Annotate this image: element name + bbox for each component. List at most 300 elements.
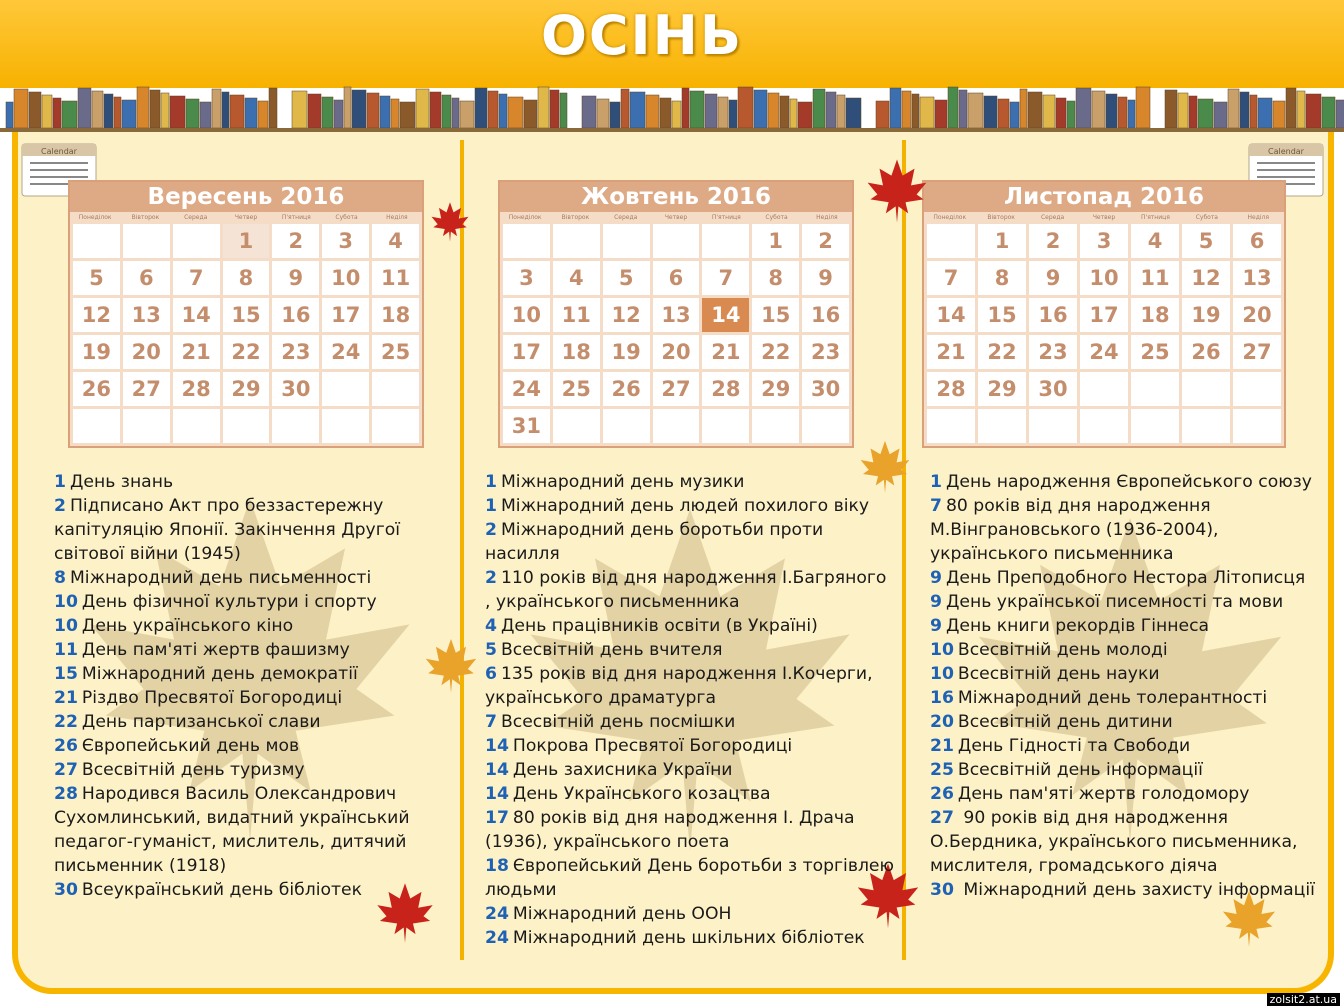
empty-day-cell <box>1131 409 1179 443</box>
bookshelf-decoration <box>0 84 1344 134</box>
event-item <box>930 806 1330 878</box>
event-text: Всеукраїнський день бібліотек <box>81 880 363 900</box>
book-spine <box>308 94 321 128</box>
event-day: 16 <box>930 688 954 708</box>
day-cell: 13 <box>123 298 170 332</box>
book-spine <box>1043 95 1055 128</box>
day-cell: 25 <box>1131 335 1179 369</box>
calendar-icon-label: Calendar <box>41 147 77 156</box>
event-item <box>485 710 895 734</box>
book-spine <box>837 95 845 128</box>
book-spine <box>1092 91 1105 128</box>
weekday-row <box>500 212 852 224</box>
event-text: День українського кіно <box>81 616 294 636</box>
empty-day-cell <box>702 409 749 443</box>
event-day: 26 <box>54 736 78 756</box>
weekday-label: Четвер <box>234 214 258 221</box>
book-spine <box>846 98 861 128</box>
book-spine <box>790 99 797 128</box>
event-text: Європейський День боротьби з торгівлею людьми <box>485 856 894 900</box>
book-spine <box>391 99 399 128</box>
book-spine <box>1165 90 1177 128</box>
event-day: 4 <box>485 616 497 636</box>
weekday-label: Субота <box>1195 214 1218 221</box>
book-spine <box>292 91 307 128</box>
event-text: День пам'яті жертв голодомору <box>957 784 1250 804</box>
day-cell: 1 <box>223 224 270 258</box>
event-day: 26 <box>930 784 954 804</box>
book-spine <box>269 88 277 128</box>
book-spine <box>42 95 52 128</box>
event-item <box>54 470 444 494</box>
day-cell: 7 <box>173 261 220 295</box>
event-text: Всесвітній день туризму <box>81 760 305 780</box>
event-text: Міжнародний день захисту інформації <box>957 880 1315 900</box>
book-spine <box>29 92 41 128</box>
event-item <box>930 662 1330 686</box>
weekday-label: Четвер <box>664 214 688 221</box>
day-cell: 22 <box>752 335 799 369</box>
event-item <box>930 638 1330 662</box>
day-cell: 25 <box>553 372 600 406</box>
book-spine <box>646 95 659 128</box>
event-day: 18 <box>485 856 509 876</box>
book-spine <box>114 97 121 128</box>
book-spine <box>582 96 596 128</box>
day-cell: 20 <box>653 335 700 369</box>
day-cell: 24 <box>322 335 369 369</box>
day-cell: 4 <box>553 261 600 295</box>
event-text: Всесвітній день посмішки <box>500 712 736 732</box>
book-spine <box>170 96 185 128</box>
day-cell: 19 <box>603 335 650 369</box>
empty-day-cell <box>503 224 550 258</box>
day-cell: 23 <box>1029 335 1077 369</box>
event-text: День працівників освіти (в Україні) <box>500 616 818 636</box>
day-cell: 31 <box>503 409 550 443</box>
empty-day-cell <box>223 409 270 443</box>
book-spine <box>452 98 459 128</box>
event-day: 6 <box>485 664 497 684</box>
day-cell: 15 <box>752 298 799 332</box>
book-spine <box>1189 96 1197 128</box>
empty-day-cell <box>802 409 849 443</box>
event-item <box>930 614 1330 638</box>
book-spine <box>104 94 113 128</box>
day-cell: 14 <box>927 298 975 332</box>
book-spine <box>798 102 812 128</box>
book-spine <box>660 98 671 128</box>
weekday-label: Середа <box>614 214 638 221</box>
event-text: Всесвітній день науки <box>957 664 1160 684</box>
book-spine <box>912 94 919 128</box>
day-cell: 26 <box>603 372 650 406</box>
book-spine <box>416 89 429 128</box>
event-day: 10 <box>930 640 954 660</box>
event-day: 9 <box>930 592 942 612</box>
book-spine <box>890 88 901 128</box>
event-text: 80 років від дня народження М.Вінграновського (1936-2004), українського письменника <box>930 496 1219 564</box>
day-cell: 20 <box>1233 298 1281 332</box>
book-spine <box>1258 98 1272 128</box>
day-cell: 3 <box>322 224 369 258</box>
day-cell: 4 <box>372 224 419 258</box>
event-text: 90 років від дня народження О.Бердника, українського письменника, мислителя, громадського діяча <box>930 808 1298 876</box>
event-item <box>485 494 895 518</box>
event-item <box>54 662 444 686</box>
book-spine <box>352 90 366 128</box>
book-spine <box>230 95 244 128</box>
book-spine <box>1198 99 1213 128</box>
empty-day-cell <box>1080 372 1128 406</box>
event-day: 7 <box>485 712 497 732</box>
weekday-label: Субота <box>765 214 788 221</box>
book-spine <box>705 94 717 128</box>
book-spine <box>322 97 333 128</box>
day-cell: 9 <box>802 261 849 295</box>
event-day: 30 <box>930 880 954 900</box>
day-cell: 17 <box>322 298 369 332</box>
event-day: 25 <box>930 760 954 780</box>
empty-day-cell <box>372 409 419 443</box>
event-text: Всесвітній день дитини <box>957 712 1173 732</box>
book-spine <box>499 94 507 128</box>
event-text: День пам'яті жертв фашизму <box>81 640 350 660</box>
day-cell: 12 <box>603 298 650 332</box>
day-cell: 12 <box>1182 261 1230 295</box>
day-cell: 6 <box>123 261 170 295</box>
book-spine <box>137 87 149 128</box>
event-day: 8 <box>54 568 66 588</box>
event-day: 17 <box>485 808 509 828</box>
day-cell: 24 <box>503 372 550 406</box>
event-item <box>930 878 1330 902</box>
day-cell: 30 <box>1029 372 1077 406</box>
event-text: Різдво Пресвятої Богородиці <box>81 688 343 708</box>
event-day: 24 <box>485 928 509 948</box>
events-october <box>485 470 895 950</box>
event-text: Міжнародний день боротьби проти насилля <box>485 520 824 564</box>
empty-day-cell <box>1131 372 1179 406</box>
book-spine <box>718 97 728 128</box>
book-spine <box>876 101 889 128</box>
day-cell: 29 <box>978 372 1026 406</box>
day-cell: 4 <box>1131 224 1179 258</box>
event-item <box>54 734 444 758</box>
day-cell: 15 <box>978 298 1026 332</box>
book-spine <box>902 91 911 128</box>
weekday-label: Середа <box>184 214 208 221</box>
day-cell: 27 <box>1233 335 1281 369</box>
weekday-label: Субота <box>335 214 358 221</box>
event-item <box>54 782 444 878</box>
day-cell: 11 <box>372 261 419 295</box>
book-spine <box>78 88 91 128</box>
book-spine <box>14 89 28 128</box>
event-item <box>930 782 1330 806</box>
event-day: 14 <box>485 736 509 756</box>
day-cell: 2 <box>802 224 849 258</box>
event-item <box>54 590 444 614</box>
event-day: 27 <box>930 808 954 828</box>
event-day: 14 <box>485 784 509 804</box>
event-text: Європейський день мов <box>81 736 300 756</box>
book-spine <box>400 102 415 128</box>
book-spine <box>1322 97 1335 128</box>
day-cell: 6 <box>1233 224 1281 258</box>
empty-day-cell <box>927 224 975 258</box>
day-cell: 10 <box>322 261 369 295</box>
event-day: 24 <box>485 904 509 924</box>
book-spine <box>813 89 825 128</box>
day-cell: 3 <box>1080 224 1128 258</box>
empty-day-cell <box>1233 409 1281 443</box>
event-item <box>930 494 1330 566</box>
empty-day-cell <box>1233 372 1281 406</box>
day-cell: 5 <box>603 261 650 295</box>
day-cell: 26 <box>1182 335 1230 369</box>
day-cell: 6 <box>653 261 700 295</box>
empty-day-cell <box>1182 372 1230 406</box>
book-spine <box>1273 101 1285 128</box>
day-cell: 21 <box>702 335 749 369</box>
event-text: День знань <box>69 472 174 492</box>
book-spine <box>186 99 199 128</box>
book-spine <box>200 102 211 128</box>
event-item <box>54 638 444 662</box>
event-day: 2 <box>485 568 497 588</box>
book-spine <box>1306 94 1321 128</box>
day-cell: 2 <box>272 224 319 258</box>
event-text: 135 років від дня народження І.Кочерги, українського драматурга <box>485 664 873 708</box>
book-spine <box>1056 98 1066 128</box>
event-item <box>485 926 895 950</box>
day-cell: 7 <box>702 261 749 295</box>
day-cell: 29 <box>223 372 270 406</box>
book-spine <box>334 100 343 128</box>
day-cell: 16 <box>272 298 319 332</box>
day-cell: 30 <box>272 372 319 406</box>
book-spine <box>959 90 967 128</box>
book-spine <box>920 97 934 128</box>
day-cell: 1 <box>752 224 799 258</box>
day-cell: 10 <box>1080 261 1128 295</box>
event-day: 21 <box>930 736 954 756</box>
day-cell: 1 <box>978 224 1026 258</box>
book-spine <box>222 92 229 128</box>
book-spine <box>560 93 567 128</box>
book-spine <box>1128 100 1135 128</box>
event-text: Підписано Акт про беззастережну капітуляцію Японії. Закінчення Другої світової війни (1945) <box>54 496 401 564</box>
event-text: Народився Василь Олександрович Сухомлинський, видатний український педагог-гуманіст, мислитель, дитячий письменник (1918) <box>54 784 410 876</box>
book-spine <box>524 100 537 128</box>
event-item <box>54 614 444 638</box>
empty-day-cell <box>272 409 319 443</box>
event-text: День партизанської слави <box>81 712 321 732</box>
book-spine <box>53 98 61 128</box>
empty-day-cell <box>653 224 700 258</box>
day-cell: 9 <box>1029 261 1077 295</box>
event-item <box>930 566 1330 590</box>
event-text: Всесвітній день молоді <box>957 640 1168 660</box>
event-day: 20 <box>930 712 954 732</box>
event-item <box>930 686 1330 710</box>
empty-day-cell <box>553 409 600 443</box>
day-cell: 14 <box>173 298 220 332</box>
event-item <box>930 734 1330 758</box>
event-item <box>54 566 444 590</box>
event-day: 15 <box>54 664 78 684</box>
book-spine <box>92 91 103 128</box>
day-cell: 3 <box>503 261 550 295</box>
book-spine <box>508 97 523 128</box>
empty-day-cell <box>553 224 600 258</box>
calendar-september <box>68 180 424 448</box>
book-spine <box>768 93 779 128</box>
event-text: День народження Європейського союзу <box>945 472 1312 492</box>
event-day: 10 <box>54 592 78 612</box>
book-spine <box>1286 88 1296 128</box>
red-maple-leaf-icon <box>428 190 472 254</box>
event-item <box>485 782 895 806</box>
event-text: День фізичної культури і спорту <box>81 592 377 612</box>
event-text: День Українського козацтва <box>512 784 771 804</box>
day-cell: 11 <box>1131 261 1179 295</box>
empty-day-cell <box>1080 409 1128 443</box>
event-item <box>930 758 1330 782</box>
book-spine <box>488 91 498 128</box>
empty-day-cell <box>73 409 120 443</box>
book-spine <box>442 95 451 128</box>
empty-day-cell <box>1029 409 1077 443</box>
day-cell: 16 <box>802 298 849 332</box>
book-spine <box>538 87 549 128</box>
weekday-row <box>924 212 1284 224</box>
book-spine <box>1178 93 1188 128</box>
day-cell: 5 <box>73 261 120 295</box>
book-spine <box>460 101 474 128</box>
day-cell: 17 <box>1080 298 1128 332</box>
weekday-label: Неділя <box>386 214 408 221</box>
event-item <box>54 686 444 710</box>
book-spine <box>968 93 983 128</box>
event-day: 7 <box>930 496 942 516</box>
day-cell: 21 <box>173 335 220 369</box>
event-text: День Преподобного Нестора Літописця <box>945 568 1306 588</box>
empty-day-cell <box>702 224 749 258</box>
book-spine <box>1118 97 1127 128</box>
event-text: Всесвітній день вчителя <box>500 640 723 660</box>
event-text: Всесвітній день інформації <box>957 760 1203 780</box>
day-grid <box>500 224 852 446</box>
event-day: 5 <box>485 640 497 660</box>
event-item <box>485 806 895 854</box>
weekday-label: Понеділок <box>933 214 967 221</box>
empty-day-cell <box>927 409 975 443</box>
calendar-icon-label: Calendar <box>1268 147 1304 156</box>
book-spine <box>6 102 13 128</box>
event-text: 110 років від дня народження І.Багряного , українського письменника <box>485 568 887 612</box>
empty-day-cell <box>752 409 799 443</box>
day-cell: 12 <box>73 298 120 332</box>
book-spine <box>621 89 629 128</box>
day-cell: 22 <box>223 335 270 369</box>
book-spine <box>690 91 704 128</box>
book-spine <box>150 90 160 128</box>
day-cell: 27 <box>653 372 700 406</box>
book-spine <box>1336 100 1344 128</box>
book-spine <box>212 89 221 128</box>
book-spine <box>948 87 958 128</box>
day-cell: 27 <box>123 372 170 406</box>
book-spine <box>122 100 136 128</box>
book-spine <box>738 87 753 128</box>
event-item <box>485 758 895 782</box>
weekday-label: Вівторок <box>131 214 160 221</box>
event-day: 27 <box>54 760 78 780</box>
day-cell: 5 <box>1182 224 1230 258</box>
weekday-label: Понеділок <box>78 214 112 221</box>
day-cell: 18 <box>372 298 419 332</box>
event-day: 1 <box>930 472 942 492</box>
weekday-label: П'ятниця <box>281 214 311 221</box>
day-cell: 9 <box>272 261 319 295</box>
day-cell: 19 <box>73 335 120 369</box>
book-spine <box>610 102 620 128</box>
month-title: Жовтень 2016 <box>500 182 852 212</box>
event-item <box>54 758 444 782</box>
weekday-label: Вівторок <box>561 214 590 221</box>
book-spine <box>1297 91 1305 128</box>
event-day: 9 <box>930 568 942 588</box>
weekday-label: Неділя <box>1247 214 1269 221</box>
empty-day-cell <box>322 372 369 406</box>
book-spine <box>367 93 379 128</box>
event-item <box>485 566 895 614</box>
weekday-label: Середа <box>1040 214 1065 221</box>
empty-day-cell <box>123 224 170 258</box>
book-spine <box>1028 92 1042 128</box>
day-cell: 23 <box>272 335 319 369</box>
book-spine <box>1106 94 1117 128</box>
empty-day-cell <box>603 409 650 443</box>
day-cell: 19 <box>1182 298 1230 332</box>
page-title: ОСІНЬ <box>541 4 743 67</box>
calendar-november <box>922 180 1286 448</box>
calendar-october <box>498 180 854 448</box>
event-day: 11 <box>54 640 78 660</box>
day-cell: 22 <box>978 335 1026 369</box>
event-day: 1 <box>54 472 66 492</box>
day-cell: 28 <box>173 372 220 406</box>
event-text: День Гідності та Свободи <box>957 736 1191 756</box>
empty-day-cell <box>372 372 419 406</box>
event-item <box>54 494 444 566</box>
book-spine <box>344 87 351 128</box>
day-cell: 13 <box>653 298 700 332</box>
book-spine <box>550 90 559 128</box>
book-spine <box>1228 89 1239 128</box>
book-spine <box>1250 95 1257 128</box>
empty-day-cell <box>653 409 700 443</box>
event-text: Міжнародний день демократії <box>81 664 358 684</box>
event-item <box>54 878 444 902</box>
day-cell: 18 <box>1131 298 1179 332</box>
day-cell: 14 <box>702 298 749 332</box>
event-text: День української писемності та мови <box>945 592 1284 612</box>
book-spine <box>597 99 609 128</box>
site-watermark: zolsit2.at.ua <box>1267 993 1340 1006</box>
